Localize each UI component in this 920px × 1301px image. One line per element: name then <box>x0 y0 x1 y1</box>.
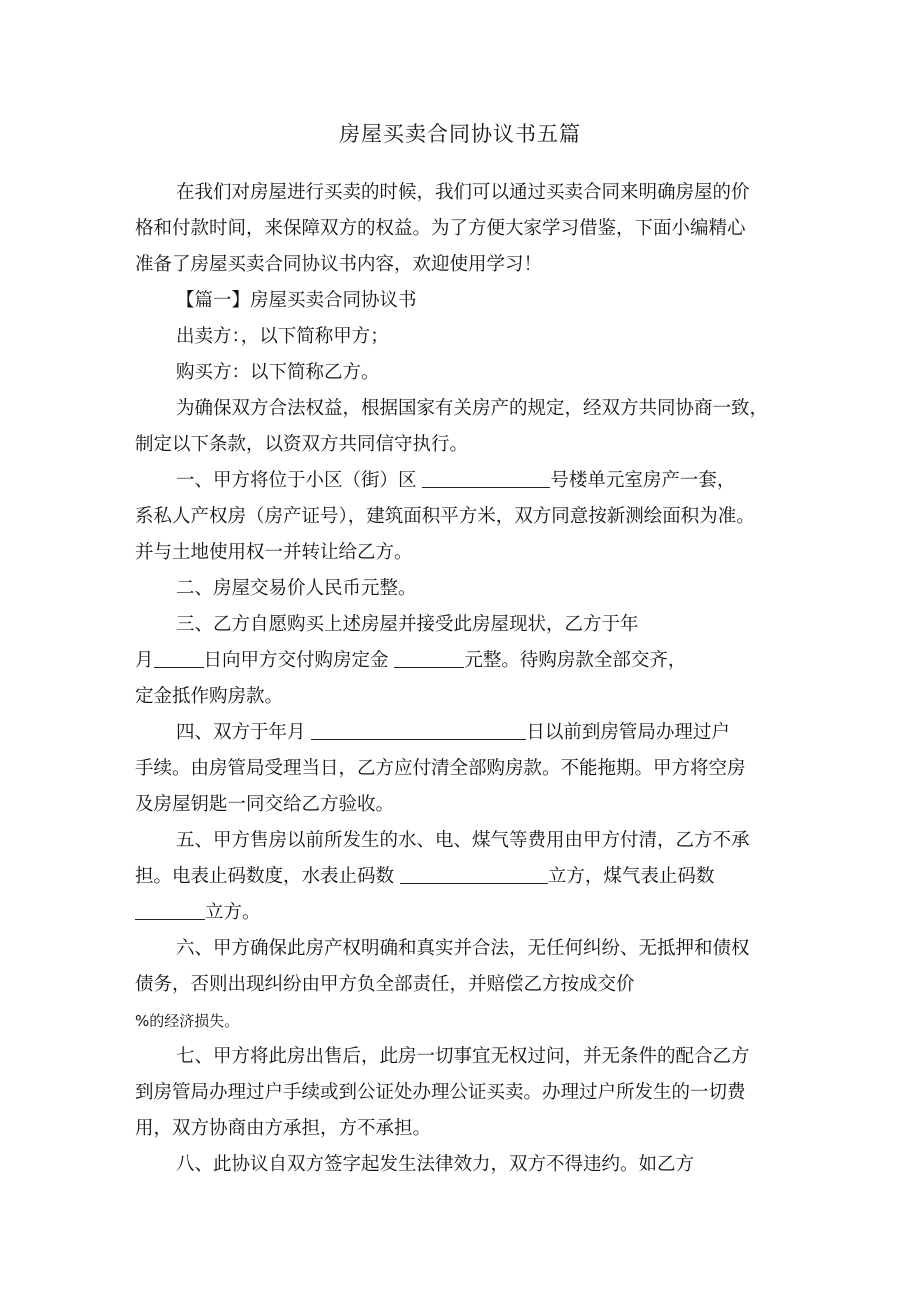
blank-field <box>311 721 526 740</box>
clause-3-text-a: 月 <box>135 650 154 671</box>
blank-field <box>422 469 550 488</box>
clause-4-line-3: 及房屋钥匙一同交给乙方验收。 <box>135 794 395 815</box>
clause-5-text-c: 立方。 <box>205 902 261 923</box>
intro-line-1: 在我们对房屋进行买卖的时候，我们可以通过买卖合同来明确房屋的价 <box>176 182 750 203</box>
clause-4-text-a: 四、双方于年月 <box>176 722 306 743</box>
clause-6-line-2: 债务，否则出现纠纷由甲方负全部责任，并赔偿乙方按成交价 <box>135 974 635 995</box>
clause-7-line-1: 七、甲方将此房出售后，此房一切事宜无权过问，并无条件的配合乙方 <box>176 1046 750 1067</box>
document-title: 房屋买卖合同协议书五篇 <box>339 122 581 146</box>
clause-4-line-1 <box>176 719 730 747</box>
clause-5-text-a: 担。电表止码数度，水表止码数 <box>135 866 395 887</box>
clause-1-line-2: 系私人产权房（房产证号），建筑面积平方米，双方同意按新测绘面积为准。 <box>135 506 755 527</box>
preamble-line-1: 为确保双方合法权益，根据国家有关房产的规定，经双方共同协商一致， <box>176 398 769 419</box>
clause-4-line-2: 手续。由房管局受理当日，乙方应付清全部购房款。不能拖期。甲方将空房 <box>135 758 746 779</box>
clause-3-line-2 <box>135 647 686 675</box>
clause-7-line-2: 到房管局办理过户手续或到公证处办理公证买卖。办理过户所发生的一切费 <box>135 1082 746 1103</box>
section-heading: 【篇一】房屋买卖合同协议书 <box>176 290 417 311</box>
blank-field <box>400 865 548 884</box>
clause-5-line-2 <box>135 863 714 891</box>
clause-3-text-c: 元整。待购房款全部交齐， <box>464 650 687 671</box>
clause-1-line-1 <box>176 467 735 495</box>
clause-6-line-1: 六、甲方确保此房产权明确和真实并合法，无任何纠纷、无抵押和债权 <box>176 938 750 959</box>
clause-4-text-b: 日以前到房管局办理过户 <box>526 722 730 743</box>
clause-7-line-3: 用，双方协商由方承担，方不承担。 <box>135 1118 432 1139</box>
clause-1-line-3: 并与土地使用权一并转让给乙方。 <box>135 542 413 563</box>
clause-6-line-3: %的经济损失。 <box>135 1012 240 1030</box>
blank-field <box>394 649 464 668</box>
blank-field <box>135 901 205 920</box>
intro-line-2: 格和付款时间，来保障双方的权益。为了方便大家学习借鉴，下面小编精心 <box>135 218 746 239</box>
clause-3-line-3: 定金抵作购房款。 <box>135 686 284 707</box>
buyer-line: 购买方：以下简称乙方。 <box>176 362 380 383</box>
clause-2-line: 二、房屋交易价人民币元整。 <box>176 578 417 599</box>
clause-5-line-3 <box>135 899 261 927</box>
clause-3-line-1: 三、乙方自愿购买上述房屋并接受此房屋现状，乙方于年 <box>176 614 639 635</box>
preamble-line-2: 制定以下条款，以资双方共同信守执行。 <box>135 434 469 455</box>
clause-8-line-1: 八、此协议自双方签字起发生法律效力，双方不得违约。如乙方 <box>176 1154 695 1175</box>
clause-5-line-1: 五、甲方售房以前所发生的水、电、煤气等费用由甲方付清，乙方不承 <box>176 830 750 851</box>
seller-line: 出卖方：，以下简称甲方； <box>176 326 389 347</box>
clause-1-text-b: 号楼单元室房产一套， <box>550 470 736 491</box>
blank-field <box>154 649 204 668</box>
clause-1-text-a: 一、甲方将位于小区（街）区 <box>176 470 417 491</box>
clause-3-text-b: 日向甲方交付购房定金 <box>203 650 389 671</box>
intro-line-3: 准备了房屋买卖合同协议书内容，欢迎使用学习！ <box>135 254 543 275</box>
clause-5-text-b: 立方，煤气表止码数 <box>547 866 715 887</box>
